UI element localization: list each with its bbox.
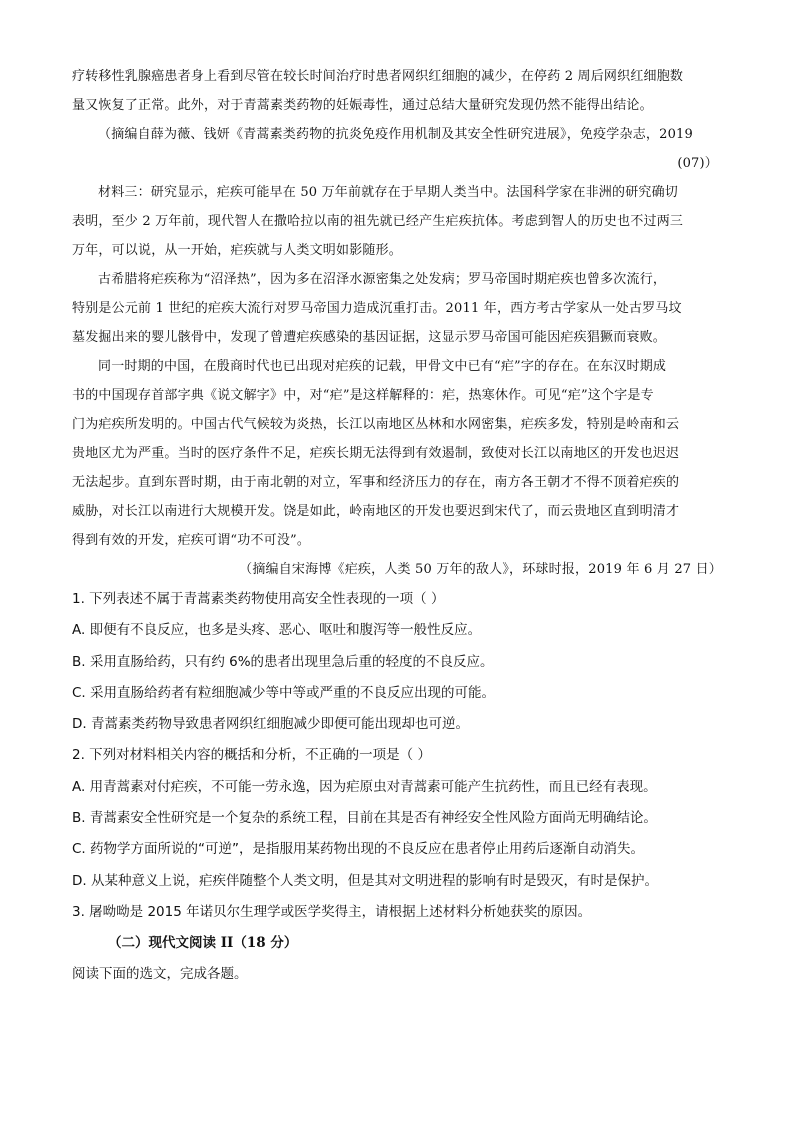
paragraph-line: 同一时期的中国，在殷商时代也已出现对疟疾的记载，甲骨文中已有“疟”字的存在。在东汉时期成 <box>98 359 667 374</box>
paragraph-line: 万年，可以说，从一开始，疟疾就与人类文明如影随形。 <box>72 243 403 258</box>
paragraph-line: 威胁，对长江以南进行大规模开发。饶是如此，岭南地区的开发也要迟到宋代了，而云贵地区直到明清才 <box>72 504 680 519</box>
paragraph-line: 材料三：研究显示，疟疾可能早在 50 万年前就存在于早期人类当中。法国科学家在非洲的研究确切 <box>98 185 679 200</box>
paragraph-line: 书的中国现存首部字典《说文解字》中，对“疟”是这样解释的：疟，热寒休作。可见“疟”这个字是专 <box>72 388 654 403</box>
paragraph-line: 疗转移性乳腺癌患者身上看到尽管在较长时间治疗时患者网织红细胞的减少，在停药 2 周后网织红细胞数 <box>72 69 684 84</box>
paragraph-line: 古希腊将疟疾称为“沼泽热”，因为多在沼泽水源密集之处发病；罗马帝国时期疟疾也曾多次流行， <box>98 272 667 287</box>
option-1c: C. 采用直肠给药者有粒细胞减少等中等或严重的不良反应出现的可能。 <box>72 684 496 701</box>
source-citation: （摘编自薛为薇、钱妍《青蒿素类药物的抗炎免疫作用机制及其安全性研究进展》，免疫学杂志，2019 <box>98 127 693 142</box>
paragraph-line: 无法起步。直到东晋时期，由于南北朝的对立，军事和经济压力的存在，南方各王朝才不得不顶着疟疾的 <box>72 475 680 490</box>
option-2b: B. 青蒿素安全性研究是一个复杂的系统工程，目前在其是否有神经安全性风险方面尚无明确结论。 <box>72 810 657 827</box>
paragraph-line: 贵地区尤为严重。当时的医疗条件不足，疟疾长期无法得到有效遏制，致使对长江以南地区的开发也迟迟 <box>72 446 680 461</box>
material-three <box>72 178 722 584</box>
paragraph-line: 表明，至少 2 万年前，现代智人在撒哈拉以南的祖先就已经产生疟疾抗体。考虑到智人的历史也不过两三 <box>72 214 684 229</box>
paragraph-line: 墓发掘出来的婴儿骸骨中，发现了曾遭疟疾感染的基因证据，这显示罗马帝国可能因疟疾猖獗而衰败。 <box>72 330 667 345</box>
option-1b: B. 采用直肠给药，只有约 6%的患者出现里急后重的轻度的不良反应。 <box>72 653 494 670</box>
question-stem-2: 2. 下列对材料相关内容的概括和分析，不正确的一项是（ ） <box>72 747 431 764</box>
option-2d: D. 从某种意义上说，疟疾伴随整个人类文明，但是其对文明进程的影响有时是毁灭，有时是保护。 <box>72 872 658 889</box>
question-stem-3: 3. 屠呦呦是 2015 年诺贝尔生理学或医学奖得主，请根据上述材料分析她获奖的原因。 <box>72 903 592 920</box>
section-heading: （二）现代文阅读 II（18 分） <box>108 935 298 952</box>
question-list <box>72 584 722 928</box>
paragraph-line: 量又恢复了正常。此外，对于青蒿素类药物的妊娠毒性，通过总结大量研究发现仍然不能得出结论。 <box>72 98 653 113</box>
option-1d: D. 青蒿素类药物导致患者网织红细胞减少即便可能出现却也可逆。 <box>72 716 469 733</box>
option-1a: A. 即便有不良反应，也多是头疼、恶心、呕吐和腹泻等一般性反应。 <box>72 622 482 639</box>
material-two-continuation <box>72 62 722 178</box>
document-page <box>72 62 722 991</box>
paragraph-line: 得到有效的开发，疟疾可谓“功不可没”。 <box>72 533 311 548</box>
paragraph-line: 特别是公元前 1 世纪的疟疾大流行对罗马帝国力造成沉重打击。2011 年，西方考古学家从一处古罗马坟 <box>72 301 682 316</box>
section-two <box>72 928 722 990</box>
section-instruction: 阅读下面的选文，完成各题。 <box>72 966 248 983</box>
paragraph-line: 门为疟疾所发明的。中国古代气候较为炎热，长江以南地区丛林和水网密集，疟疾多发，特别是岭南和云 <box>72 417 680 432</box>
option-2a: A. 用青蒿素对付疟疾，不可能一劳永逸，因为疟原虫对青蒿素可能产生抗药性，而且已经有表现。 <box>72 778 657 795</box>
source-citation-end: (07)） <box>677 156 718 171</box>
option-2c: C. 药物学方面所说的“可逆”，是指服用某药物出现的不良反应在患者停止用药后逐渐自动消失。 <box>72 841 644 858</box>
question-stem-1: 1. 下列表述不属于青蒿素类药物使用高安全性表现的一项（ ） <box>72 591 445 607</box>
source-citation: （摘编自宋海博《疟疾，人类 50 万年的敌人》，环球时报，2019 年 6 月 27 日） <box>239 562 722 577</box>
